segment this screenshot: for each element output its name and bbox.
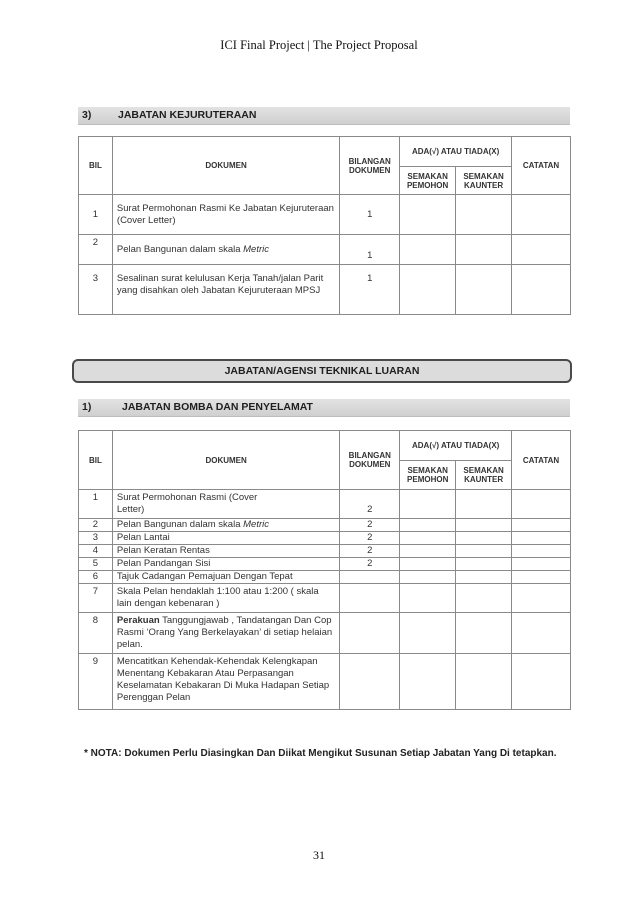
header-catatan: CATATAN xyxy=(512,137,571,195)
perakuan-bold-label: Perakuan xyxy=(116,615,160,626)
check-cell-pemohon[interactable] xyxy=(400,654,456,710)
check-cell-kaunter[interactable] xyxy=(456,265,512,315)
check-cell-pemohon[interactable] xyxy=(400,490,456,519)
row-bilangan: 1 xyxy=(340,195,400,235)
row-bilangan xyxy=(340,613,400,654)
section-bar-jabatan-kejuruteraan xyxy=(78,107,570,125)
catatan-cell[interactable] xyxy=(512,545,571,558)
catatan-cell[interactable] xyxy=(512,613,571,654)
table-row xyxy=(79,519,571,532)
check-cell-kaunter[interactable] xyxy=(456,584,512,613)
catatan-cell[interactable] xyxy=(512,519,571,532)
document-table-bomba xyxy=(78,430,571,710)
row-bilangan: 2 xyxy=(340,532,400,545)
row-bil: 8 xyxy=(79,613,113,654)
check-cell-pemohon[interactable] xyxy=(400,558,456,571)
header-semakan-pemohon: SEMAKAN PEMOHON xyxy=(400,461,456,490)
row-bilangan: 1 xyxy=(340,265,400,315)
table-row xyxy=(79,532,571,545)
row-bilangan: 2 xyxy=(340,519,400,532)
header-ada-atau-tiada: ADA(√) ATAU TIADA(X) xyxy=(400,431,512,461)
catatan-cell[interactable] xyxy=(512,558,571,571)
page-number: 31 xyxy=(313,848,325,862)
header-dokumen: DOKUMEN xyxy=(112,431,339,490)
row-dokumen: Surat Permohonan Rasmi Ke Jabatan Kejuruteraan (Cover Letter) xyxy=(112,195,339,235)
table-row xyxy=(79,195,571,235)
table-row xyxy=(79,654,571,710)
row-bilangan xyxy=(340,571,400,584)
check-cell-kaunter[interactable] xyxy=(456,235,512,265)
row-bil: 3 xyxy=(79,265,113,315)
row-bil: 2 xyxy=(79,235,113,265)
row-bilangan: 2 xyxy=(340,545,400,558)
row-dokumen xyxy=(112,613,339,654)
catatan-cell[interactable] xyxy=(512,584,571,613)
row-dokumen: Pelan Lantai xyxy=(112,532,339,545)
header-semakan-kaunter: SEMAKAN KAUNTER xyxy=(456,461,512,490)
row-bil: 2 xyxy=(79,519,113,532)
check-cell-pemohon[interactable] xyxy=(400,235,456,265)
row-bilangan xyxy=(340,584,400,613)
row-bilangan: 1 xyxy=(340,235,400,265)
check-cell-pemohon[interactable] xyxy=(400,584,456,613)
table-row xyxy=(79,545,571,558)
header-semakan-pemohon: SEMAKAN PEMOHON xyxy=(400,167,456,195)
row-bil: 9 xyxy=(79,654,113,710)
dokumen-text: Pelan Bangunan dalam skala xyxy=(116,243,244,255)
catatan-cell[interactable] xyxy=(512,654,571,710)
row-bil: 6 xyxy=(79,571,113,584)
row-dokumen: Mencatitkan Kehendak-Kehendak Kelengkapan Menentang Kebakaran Atau Perpasangan Keselamatan Kebakaran Di Muka Hadapan Setiap Perenggan Pelan xyxy=(112,654,339,710)
row-bilangan xyxy=(340,654,400,710)
section-number: 1) xyxy=(82,401,92,413)
header-semakan-kaunter: SEMAKAN KAUNTER xyxy=(456,167,512,195)
check-cell-kaunter[interactable] xyxy=(456,545,512,558)
header-bil: BIL xyxy=(79,137,113,195)
row-dokumen: Surat Permohonan Rasmi (Cover Letter) xyxy=(112,490,339,519)
metric-italic-text: Metric xyxy=(243,243,270,255)
check-cell-kaunter[interactable] xyxy=(456,558,512,571)
document-table-kejuruteraan xyxy=(78,136,571,315)
catatan-cell[interactable] xyxy=(512,195,571,235)
check-cell-pemohon[interactable] xyxy=(400,545,456,558)
table-row xyxy=(79,490,571,519)
row-dokumen: Pelan Pandangan Sisi xyxy=(112,558,339,571)
table-row xyxy=(79,235,571,265)
check-cell-kaunter[interactable] xyxy=(456,195,512,235)
table-row xyxy=(79,558,571,571)
row-dokumen xyxy=(112,519,339,532)
check-cell-kaunter[interactable] xyxy=(456,519,512,532)
header-catatan: CATATAN xyxy=(512,431,571,490)
table-row xyxy=(79,584,571,613)
perakuan-text: Tanggungjawab , Tandatangan Dan Cop Rasmi ‘Orang Yang Berkelayakan’ di setiap helaian pelan. xyxy=(116,615,333,650)
row-bil: 1 xyxy=(79,490,113,519)
row-bil: 4 xyxy=(79,545,113,558)
check-cell-pemohon[interactable] xyxy=(400,613,456,654)
dokumen-text: Pelan Bangunan dalam skala xyxy=(116,519,244,530)
check-cell-pemohon[interactable] xyxy=(400,519,456,532)
header-bilangan-dokumen: BILANGAN DOKUMEN xyxy=(340,137,400,195)
header-ada-atau-tiada: ADA(√) ATAU TIADA(X) xyxy=(400,137,512,167)
table-row xyxy=(79,613,571,654)
catatan-cell[interactable] xyxy=(512,571,571,584)
row-bilangan: 2 xyxy=(340,490,400,519)
section-bar-jabatan-bomba xyxy=(78,399,570,417)
external-agency-banner: JABATAN/AGENSI TEKNIKAL LUARAN xyxy=(72,359,572,383)
row-bil: 1 xyxy=(79,195,113,235)
check-cell-kaunter[interactable] xyxy=(456,571,512,584)
catatan-cell[interactable] xyxy=(512,532,571,545)
check-cell-pemohon[interactable] xyxy=(400,571,456,584)
header-bil: BIL xyxy=(79,431,113,490)
check-cell-pemohon[interactable] xyxy=(400,532,456,545)
row-dokumen: Pelan Keratan Rentas xyxy=(112,545,339,558)
row-bilangan: 2 xyxy=(340,558,400,571)
row-dokumen xyxy=(112,235,339,265)
section-title: JABATAN KEJURUTERAAN xyxy=(118,109,257,121)
section-number: 3) xyxy=(82,109,92,121)
row-dokumen: Sesalinan surat kelulusan Kerja Tanah/jalan Parit yang disahkan oleh Jabatan Kejuruteraan MPSJ xyxy=(112,265,339,315)
table-row xyxy=(79,265,571,315)
check-cell-kaunter[interactable] xyxy=(456,613,512,654)
header-bilangan-dokumen: BILANGAN DOKUMEN xyxy=(340,431,400,490)
row-dokumen: Tajuk Cadangan Pemajuan Dengan Tepat xyxy=(112,571,339,584)
row-dokumen: Skala Pelan hendaklah 1:100 atau 1:200 ( skala lain dengan kebenaran ) xyxy=(112,584,339,613)
header-dokumen: DOKUMEN xyxy=(112,137,339,195)
row-bil: 7 xyxy=(79,584,113,613)
check-cell-kaunter[interactable] xyxy=(456,654,512,710)
catatan-cell[interactable] xyxy=(512,265,571,315)
row-bil: 3 xyxy=(79,532,113,545)
check-cell-kaunter[interactable] xyxy=(456,490,512,519)
check-cell-pemohon[interactable] xyxy=(400,265,456,315)
table-row xyxy=(79,571,571,584)
catatan-cell[interactable] xyxy=(512,490,571,519)
section-title: JABATAN BOMBA DAN PENYELAMAT xyxy=(122,401,313,413)
check-cell-kaunter[interactable] xyxy=(456,532,512,545)
row-bil: 5 xyxy=(79,558,113,571)
page-header: ICI Final Project | The Project Proposal xyxy=(220,38,418,52)
metric-italic-text: Metric xyxy=(243,519,269,530)
footnote-nota: * NOTA: Dokumen Perlu Diasingkan Dan Diikat Mengikut Susunan Setiap Jabatan Yang Di tetapkan. xyxy=(84,748,557,759)
check-cell-pemohon[interactable] xyxy=(400,195,456,235)
catatan-cell[interactable] xyxy=(512,235,571,265)
